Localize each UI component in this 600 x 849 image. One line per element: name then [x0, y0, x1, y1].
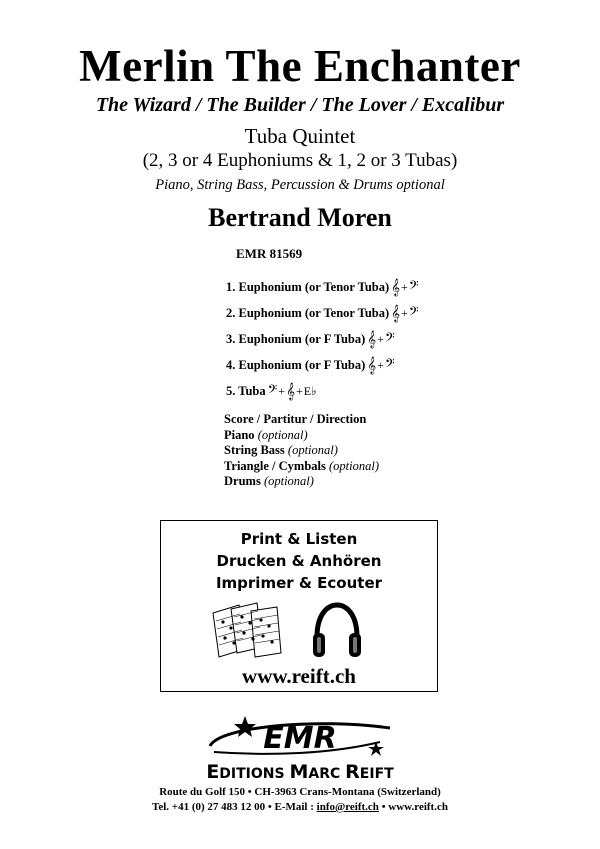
part-label: 3. Euphonium (or F Tuba) [226, 331, 366, 346]
treble-clef-icon: 𝄞 [367, 355, 377, 374]
part-item [226, 326, 418, 352]
contact-prefix: Tel. +41 (0) 27 483 12 00 • E-Mail : [152, 801, 317, 813]
score-item-name: String Bass [224, 443, 285, 457]
score-item-name: Triangle / Cymbals [224, 458, 326, 473]
treble-clef-icon: 𝄞 [391, 277, 401, 296]
sheet-music-icon [209, 599, 285, 665]
plus-sign: + [401, 279, 408, 294]
score-list [224, 412, 379, 490]
print-listen-box [160, 520, 438, 692]
catalog-number: EMR 81569 [236, 246, 303, 261]
headphones-icon [311, 601, 363, 663]
clef-symbols [367, 355, 395, 374]
instrumentation: Tuba Quintet [244, 124, 356, 148]
bass-clef-icon: 𝄢 [384, 355, 395, 374]
clef-symbols [391, 277, 419, 296]
treble-clef-icon: 𝄞 [391, 303, 401, 322]
part-label: 4. Euphonium (or F Tuba) [226, 357, 366, 372]
promo-url-link[interactable]: www.reift.ch [242, 664, 356, 688]
publisher-logo [150, 712, 450, 784]
subtitle: The Wizard / The Builder / The Lover / Excalibur [95, 94, 505, 116]
contact-suffix: • www.reift.ch [378, 801, 448, 813]
bass-clef-icon: 𝄢 [267, 381, 278, 400]
parts-list [226, 274, 418, 404]
promo-line-3: Imprimer & Ecouter [215, 574, 383, 592]
plus-sign: + [295, 383, 303, 398]
promo-line-2: Drucken & Anhören [216, 552, 382, 570]
clef-symbols [367, 329, 395, 348]
publisher-name: EDITIONS MARC REIFT [206, 761, 394, 783]
e-flat-label: E♭ [303, 383, 317, 398]
treble-clef-icon: 𝄞 [367, 329, 377, 348]
optional-instruments: Piano, String Bass, Percussion & Drums optional [155, 177, 445, 193]
title: Merlin The Enchanter [79, 41, 521, 91]
publisher-contact [0, 801, 600, 813]
score-item-note: (optional) [287, 443, 338, 457]
score-item-name: Score / Partitur / Direction [224, 412, 367, 426]
part-item [226, 300, 418, 326]
bass-clef-icon: 𝄢 [408, 303, 419, 322]
instrumentation-detail: (2, 3 or 4 Euphoniums & 1, 2 or 3 Tubas) [142, 150, 458, 171]
score-item-note: (optional) [263, 474, 314, 488]
score-item-note: (optional) [257, 427, 308, 442]
score-item-name: Drums [224, 474, 261, 488]
plus-sign: + [278, 383, 286, 398]
part-item [226, 352, 418, 378]
treble-clef-icon: 𝄞 [286, 381, 295, 400]
score-item-name: Piano [224, 427, 255, 442]
score-item-note: (optional) [328, 458, 379, 473]
clef-symbols [267, 381, 317, 400]
plus-sign: + [377, 331, 384, 346]
bass-clef-icon: 𝄢 [384, 329, 395, 348]
score-item [224, 474, 379, 490]
score-item [224, 459, 379, 475]
clef-symbols [391, 303, 419, 322]
part-label: 2. Euphonium (or Tenor Tuba) [226, 305, 390, 320]
score-item [224, 443, 379, 459]
part-item [226, 378, 418, 404]
email-link[interactable]: info@reift.ch [316, 801, 379, 813]
bass-clef-icon: 𝄢 [408, 277, 419, 296]
composer: Bertrand Moren [208, 203, 392, 232]
logo-text: EMR [263, 721, 337, 756]
plus-sign: + [401, 305, 408, 320]
promo-line-1: Print & Listen [240, 530, 358, 548]
part-label: 1. Euphonium (or Tenor Tuba) [226, 279, 390, 294]
part-item [226, 274, 418, 300]
score-item [224, 412, 379, 428]
part-label: 5. Tuba [226, 383, 266, 398]
publisher-address: Route du Golf 150 • CH-3963 Crans-Montana (Switzerland) [159, 786, 441, 798]
score-item [224, 428, 379, 444]
plus-sign: + [377, 357, 384, 372]
